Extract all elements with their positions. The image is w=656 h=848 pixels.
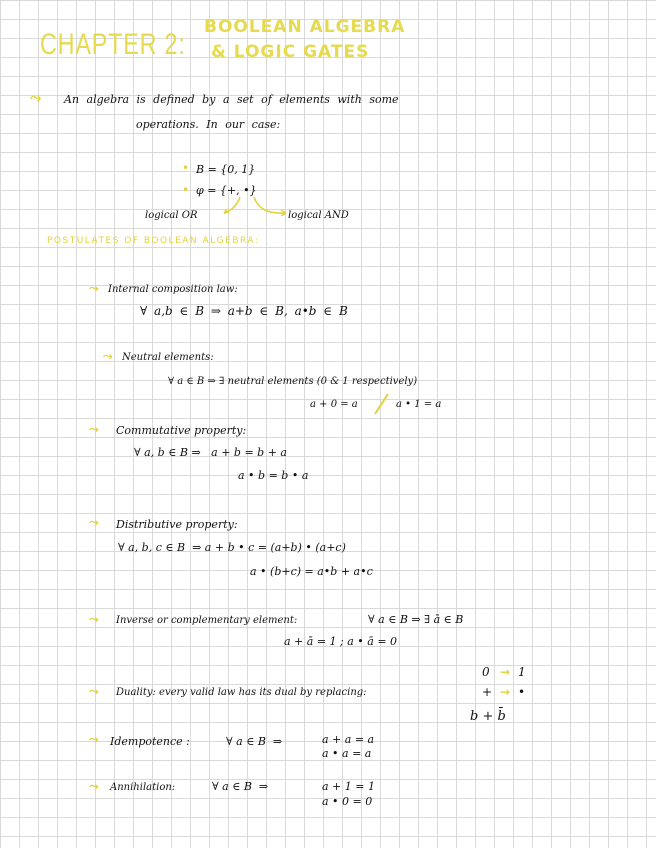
neutral-formula1: ∀ a ∈ B ⇒ ∃ neutral elements (0 & 1 respectively) [168,376,418,387]
arrow-icon: ⤳ [89,684,99,698]
neutral-formula2a: a + 0 = a [310,399,358,410]
commutative-formula1: ∀ a, b ∈ B ⇒ a + b = b + a [134,446,287,459]
arrow-icon: ⤳ [89,515,99,529]
annihilation-formula2: a + 1 = 1 [322,780,375,793]
arrow-icon: ⤳ [89,422,99,436]
arrow-right-icon: → [500,665,511,679]
inverse-heading: Inverse or complementary element: [116,615,298,626]
inverse-formula1: ∀ a ∈ B ⇒ ∃ ā ∈ B [368,613,464,626]
intro-line2: operations. In our case: [136,118,281,131]
neutral-heading: Neutral elements: [122,352,214,363]
arrow-icon: ⤳ [89,732,99,746]
idempotence-heading: Idempotence : [110,735,190,748]
arrow-icon: ⤳ [89,612,99,626]
duality-r1-from: 0 [482,665,490,679]
commutative-formula2: a • b = b • a [238,469,309,482]
annihilation-formula3: a • 0 = 0 [322,795,373,808]
idempotence-formula2: a + a = a [322,733,375,746]
bullet-icon: • [182,161,190,175]
arrow-right-icon: → [500,685,511,699]
label-and: logical AND [288,210,349,221]
bullet-icon: • [182,183,190,197]
distributive-heading: Distributive property: [116,518,238,531]
internal-formula: ∀ a,b ∈ B ⇒ a+b ∈ B, a•b ∈ B [140,304,348,318]
internal-heading: Internal composition law: [108,284,238,295]
set-phi: φ = {+, •} [196,184,257,197]
or-and-arrows-icon [210,195,290,225]
annihilation-formula1: ∀ a ∈ B ⇒ [212,780,269,793]
duality-r1-to: 1 [518,665,526,679]
annihilation-heading: Annihilation: [110,782,176,793]
inverse-formula2: a + ā = 1 ; a • ā = 0 [284,635,398,648]
distributive-formula2: a • (b+c) = a•b + a•c [250,565,373,578]
chapter-title: CHAPTER 2: [40,28,186,61]
slash-divider [372,392,392,416]
duality-r2-from: + [482,685,493,699]
duality-r3: b + b̄ [470,709,506,724]
arrow-icon: ⤳ [103,349,113,363]
title-line2: & LOGIC GATES [211,42,370,62]
duality-r2-to: • [518,685,526,699]
distributive-formula1: ∀ a, b, c ∈ B ⇒ a + b • c = (a+b) • (a+c) [118,541,346,554]
duality-heading: Duality: every valid law has its dual by replacing: [116,687,367,698]
arrow-icon: ⤳ [89,281,99,295]
intro-line1: An algebra is defined by a set of elements with some [64,93,399,106]
label-or: logical OR [145,210,198,221]
idempotence-formula1: ∀ a ∈ B ⇒ [226,735,283,748]
idempotence-formula3: a • a = a [322,747,372,760]
postulates-heading: POSTULATES OF BOOLEAN ALGEBRA: [47,236,260,246]
set-b: B = {0, 1} [196,163,256,176]
arrow-icon: ⤳ [89,779,99,793]
title-line1: BOOLEAN ALGEBRA [204,17,406,37]
commutative-heading: Commutative property: [116,424,247,437]
arrow-icon: ⤳ [30,90,42,106]
neutral-formula2b: a • 1 = a [396,399,442,410]
